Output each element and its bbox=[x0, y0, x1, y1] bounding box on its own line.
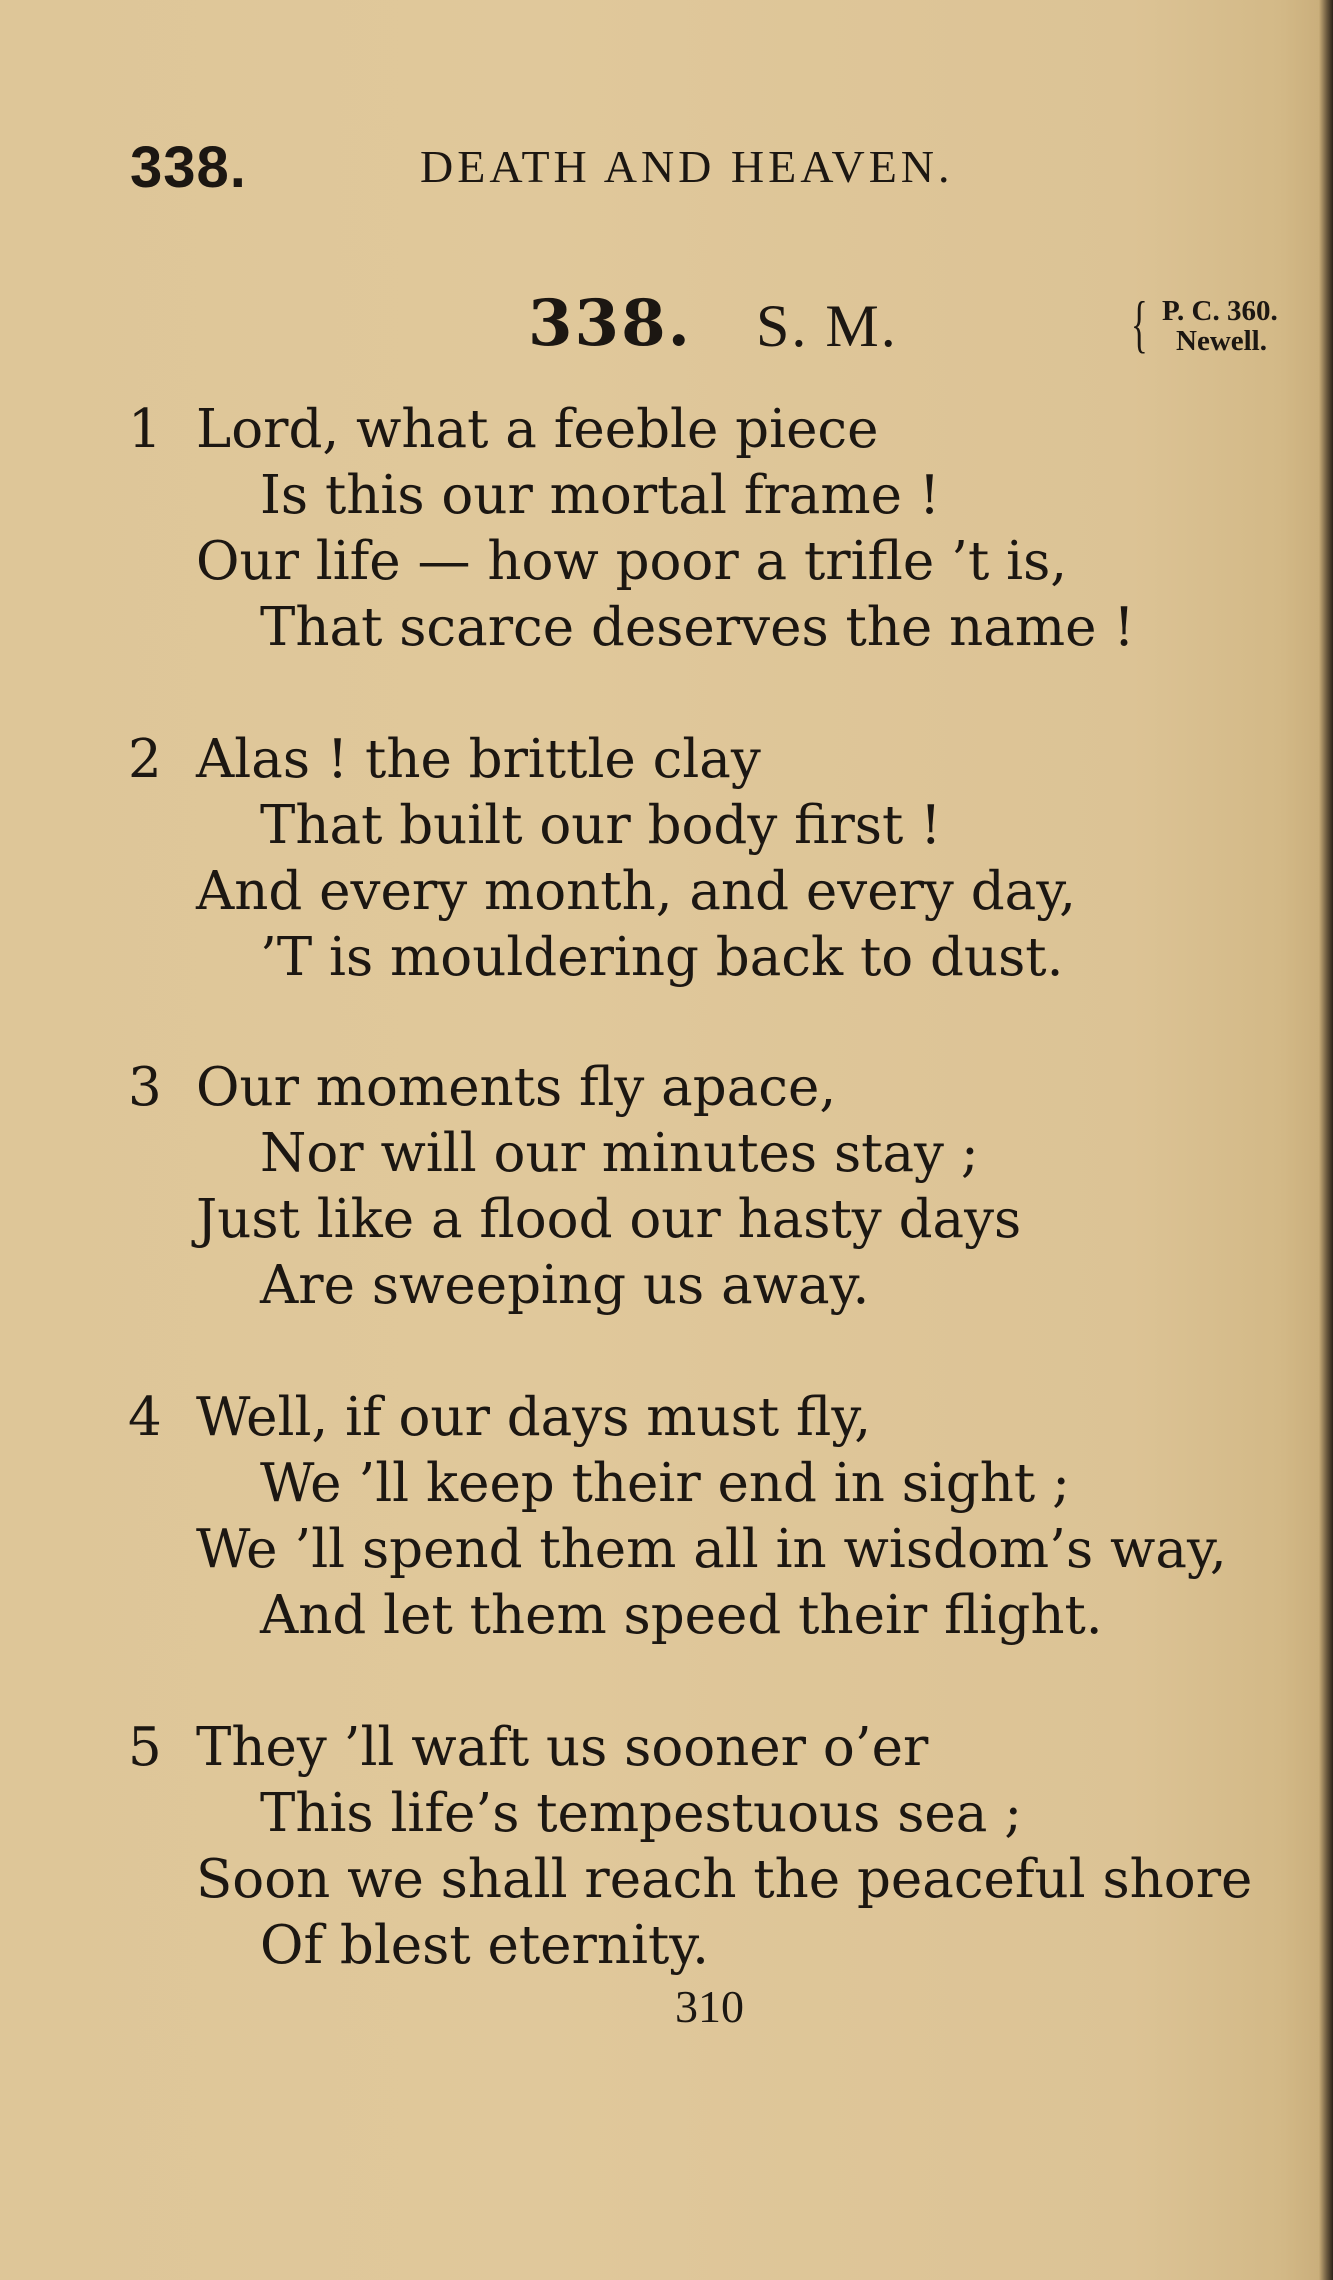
hymn-meter: S. M. bbox=[756, 293, 898, 359]
verse-line: ’T is mouldering back to dust. bbox=[260, 927, 1064, 988]
section-title: DEATH AND HEAVEN. bbox=[420, 141, 954, 192]
folio-number: 310 bbox=[675, 1981, 744, 2032]
tune-brace: { bbox=[1130, 288, 1148, 359]
verse-line: Are sweeping us away. bbox=[260, 1255, 870, 1316]
stanza-number: 3 bbox=[128, 1057, 162, 1118]
verse-line: They ’ll waft us sooner o’er bbox=[196, 1717, 929, 1778]
tune-reference: P. C. 360. bbox=[1162, 295, 1278, 327]
verse-line: Of blest eternity. bbox=[260, 1915, 709, 1976]
verse-line: We ’ll spend them all in wisdom’s way, bbox=[196, 1519, 1227, 1580]
tune-references bbox=[1162, 296, 1278, 356]
hymn-heading bbox=[0, 286, 1333, 366]
verse-line: This life’s tempestuous sea ; bbox=[260, 1783, 1023, 1844]
verse-line: Our life — how poor a trifle ’t is, bbox=[196, 531, 1068, 592]
verse-line: Well, if our days must fly, bbox=[196, 1387, 872, 1448]
page-number: 338. bbox=[130, 135, 247, 200]
running-head bbox=[130, 134, 1230, 204]
verse-line: Lord, what a feeble piece bbox=[196, 399, 879, 460]
verse-line: Alas ! the brittle clay bbox=[196, 729, 761, 790]
verse-line: And every month, and every day, bbox=[196, 861, 1076, 922]
verse-line: We ’ll keep their end in sight ; bbox=[260, 1453, 1070, 1514]
tune-reference: Newell. bbox=[1176, 325, 1267, 357]
stanza-number: 5 bbox=[128, 1717, 162, 1778]
verse-line: That built our body first ! bbox=[260, 795, 942, 856]
verse-line: Soon we shall reach the peaceful shore bbox=[196, 1849, 1253, 1910]
verse-line: Just like a flood our hasty days bbox=[196, 1189, 1022, 1250]
verse-line: Our moments fly apace, bbox=[196, 1057, 837, 1118]
hymn-number: 338. bbox=[528, 286, 692, 361]
verse-line: Nor will our minutes stay ; bbox=[260, 1123, 979, 1184]
stanza-number: 2 bbox=[128, 729, 162, 790]
verse-line: That scarce deserves the name ! bbox=[260, 597, 1135, 658]
verse-line: And let them speed their flight. bbox=[260, 1585, 1103, 1646]
stanza-number: 1 bbox=[128, 399, 162, 460]
verse-line: Is this our mortal frame ! bbox=[260, 465, 941, 526]
stanza-number: 4 bbox=[128, 1387, 162, 1448]
